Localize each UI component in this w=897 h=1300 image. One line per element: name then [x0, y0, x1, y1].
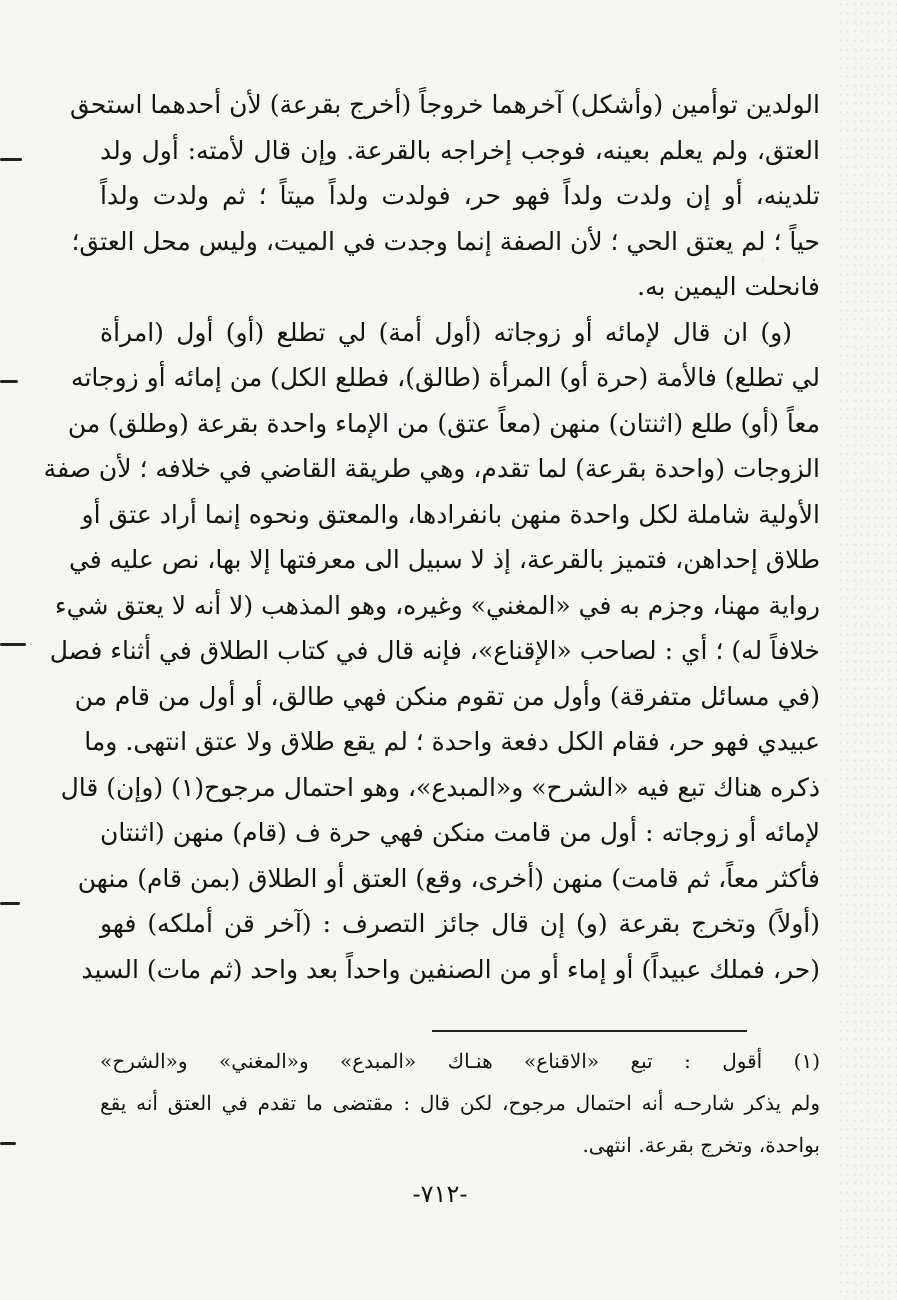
- margin-mark: [0, 380, 18, 383]
- body-line: فانحلت اليمين به.: [637, 272, 820, 301]
- body-line: طلاق إحداهن، فتميز بالقرعة، إذ لا سبيل الى معرفتها إلا بها، نص عليه في: [68, 545, 820, 574]
- body-line: لإمائه أو زوجاته : أول من قامت منكن فهي حرة ف (قام) منهن (اثنتان: [100, 818, 820, 847]
- body-line: تلدينه، أو إن ولدت ولداً فهو حر، فولدت ولداً ميتاً ؛ ثم ولدت ولداً: [100, 181, 820, 210]
- page-number: -٧١٢-: [412, 1180, 468, 1208]
- body-line: خلافاً له) ؛ أي : لصاحب «الإقناع»، فإنه قال في كتاب الطلاق في أثناء فصل: [49, 636, 820, 665]
- body-line: معاً (أو) طلع (اثنتان) منهن (معاً عتق) من الإماء واحدة بقرعة (وطلق) من: [67, 408, 820, 438]
- margin-mark: [0, 643, 26, 646]
- scan-noise-edge: [837, 0, 897, 1300]
- body-line: الأولية شاملة لكل واحدة منهن بانفرادها، والمعتق ونحوه إنما أراد عتق أو: [81, 499, 820, 529]
- footnote-line: ولم يذكر شارحـه أنه احتمال مرجوح، لكن قال : مقتضى ما تقدم في العتق أنه يقع: [100, 1091, 820, 1115]
- margin-mark: [0, 1142, 16, 1145]
- footnote-line: (١) أقول : تبع «الاقناع» هنـاك «المبدع» و«المغني» و«الشرح»: [100, 1049, 820, 1073]
- body-line: رواية مهنا، وجزم به في «المغني» وغيره، وهو المذهب (لا أنه لا يعتق شيء: [54, 590, 820, 620]
- margin-mark: [0, 902, 20, 905]
- body-line: (أولاً) وتخرج بقرعة (و) إن قال جائز التصرف : (آخر قن أملكه) فهو: [100, 909, 820, 938]
- body-line: (حر، فملك عبيداً) أو إماء أو من الصنفين واحداً بعد واحد (ثم مات) السيد: [81, 954, 820, 984]
- body-line: حياً ؛ لم يعتق الحي ؛ لأن الصفة إنما وجدت في الميت، وليس محل العتق؛: [71, 226, 820, 256]
- margin-mark: [0, 158, 22, 161]
- body-line: (في مسائل متفرقة) وأول من تقوم منكن فهي طالق، أو أول من قام من: [74, 681, 820, 711]
- body-line: الزوجات (واحدة بقرعة) لما تقدم، وهي طريقة القاضي في خلافه ؛ لأن صفة: [43, 454, 820, 483]
- body-line: فأكثر معاً، ثم قامت) منهن (أخرى، وقع) العتق أو الطلاق (بمن قام) منهن: [77, 863, 820, 893]
- body-line: عبيدي فهو حر، فقام الكل دفعة واحدة ؛ لم يقع طلاق ولا عتق انتهى. وما: [84, 727, 820, 756]
- body-text: [43, 82, 820, 992]
- body-line: العتق، ولم يعلم بعينه، فوجب إخراجه بالقرعة. وإن قال لأمته: أول ولد: [100, 135, 820, 165]
- footnote-line: بواحدة، وتخرج بقرعة. انتهى.: [582, 1133, 820, 1157]
- body-line: لي تطلع) فالأمة (حرة أو) المرأة (طالق)، فطلع الكل) من إمائه أو زوجاته: [71, 363, 820, 392]
- body-line: (و) ان قال لإمائه أو زوجاته (أول أمة) لي تطلع (أو) أول (امرأة: [100, 317, 792, 347]
- footnotes: [100, 1040, 820, 1166]
- body-line: ذكره هناك تبع فيه «الشرح» و«المبدع»، وهو احتمال مرجوح(١) (وإن) قال: [60, 772, 820, 802]
- body-line: الولدين توأمين (وأشكل) آخرهما خروجاً (أخرج بقرعة) لأن أحدهما استحق: [70, 90, 820, 119]
- footnote-separator: [432, 1030, 747, 1032]
